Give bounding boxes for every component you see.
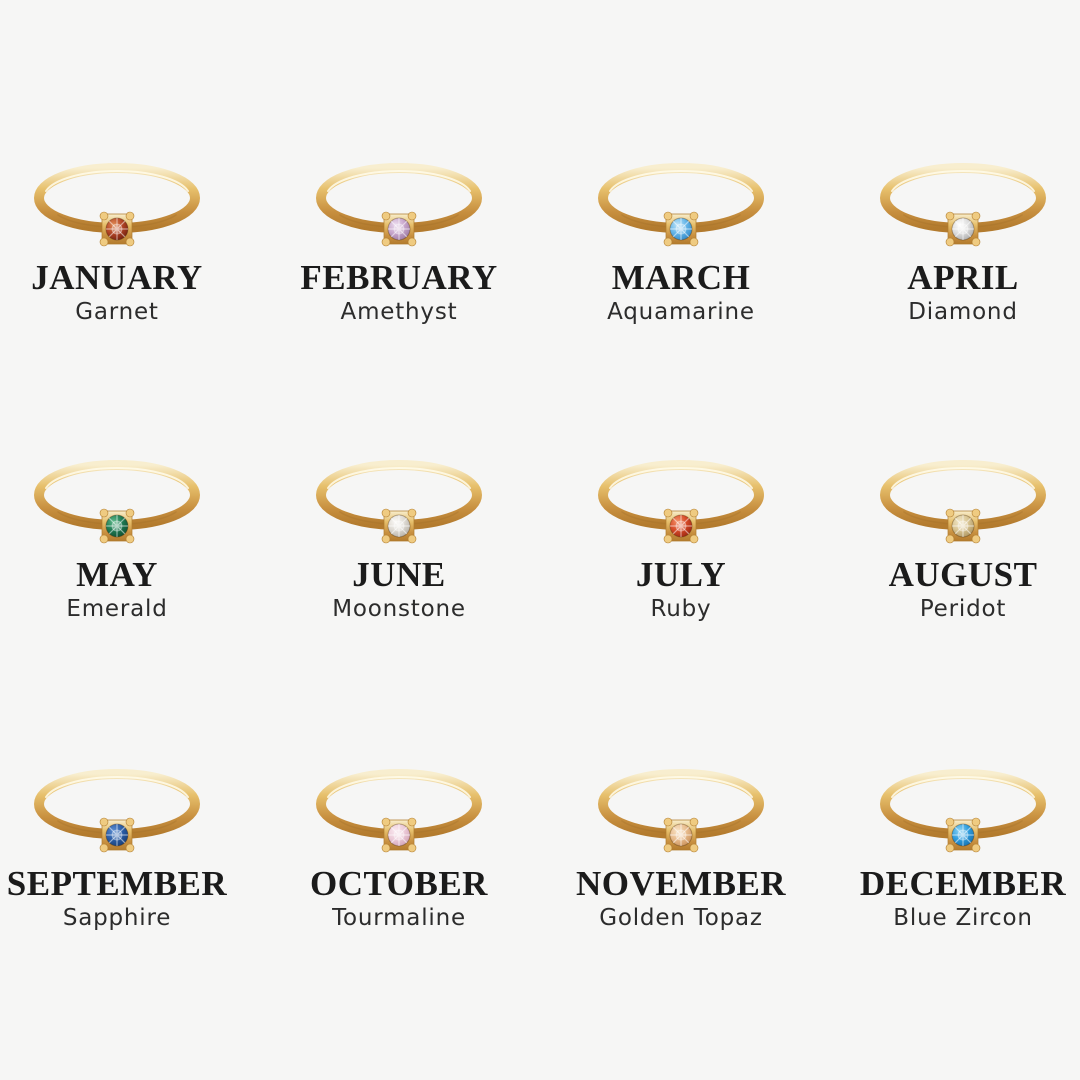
- stone-name-label: Emerald: [66, 596, 168, 622]
- month-label: SEPTEMBER: [6, 864, 228, 903]
- birthstone-item: [258, 159, 540, 456]
- gem-table: [676, 224, 686, 234]
- prong: [126, 844, 134, 852]
- birthstone-item: [0, 456, 258, 765]
- gem-table: [958, 521, 968, 531]
- prong: [972, 535, 980, 543]
- stone-name-label: Golden Topaz: [599, 905, 763, 931]
- gem-setting: [664, 509, 698, 543]
- ring-image: [586, 456, 776, 560]
- gem-setting: [946, 818, 980, 852]
- month-label: AUGUST: [888, 555, 1038, 594]
- prong: [690, 535, 698, 543]
- prong: [408, 509, 416, 517]
- prong: [126, 238, 134, 246]
- month-label: NOVEMBER: [575, 864, 787, 903]
- stone-name-label: Moonstone: [332, 596, 466, 622]
- prong: [382, 844, 390, 852]
- gem-setting: [382, 509, 416, 543]
- month-label: JANUARY: [31, 258, 203, 297]
- gem-setting: [664, 212, 698, 246]
- prong: [382, 509, 390, 517]
- gem-table: [958, 224, 968, 234]
- prong: [972, 238, 980, 246]
- month-label: APRIL: [907, 258, 1019, 297]
- prong: [664, 212, 672, 220]
- prong: [690, 509, 698, 517]
- stone-name-label: Aquamarine: [607, 299, 755, 325]
- prong: [664, 509, 672, 517]
- prong: [664, 238, 672, 246]
- prong: [126, 212, 134, 220]
- prong: [664, 844, 672, 852]
- prong: [408, 818, 416, 826]
- prong: [946, 844, 954, 852]
- prong: [972, 844, 980, 852]
- birthstone-item: [822, 159, 1080, 456]
- ring-image: [22, 159, 212, 263]
- month-label: MAY: [76, 555, 158, 594]
- gem-setting: [382, 212, 416, 246]
- ring-image: [868, 159, 1058, 263]
- prong: [382, 535, 390, 543]
- prong: [972, 818, 980, 826]
- ring-image: [868, 765, 1058, 869]
- ring-image: [586, 159, 776, 263]
- prong: [100, 509, 108, 517]
- birthstone-item: [258, 765, 540, 933]
- birthstone-item: [540, 456, 822, 765]
- prong: [690, 818, 698, 826]
- stone-name-label: Ruby: [650, 596, 712, 622]
- prong: [126, 509, 134, 517]
- stone-name-label: Diamond: [908, 299, 1018, 325]
- birthstone-item: [540, 159, 822, 456]
- gem-table: [676, 830, 686, 840]
- prong: [946, 238, 954, 246]
- gem-table: [394, 521, 404, 531]
- ring-image: [22, 765, 212, 869]
- birthstone-item: [0, 765, 258, 933]
- birthstone-item: [540, 765, 822, 933]
- prong: [100, 535, 108, 543]
- gem-table: [958, 830, 968, 840]
- month-label: JUNE: [352, 555, 446, 594]
- prong: [100, 818, 108, 826]
- ring-image: [868, 456, 1058, 560]
- stone-name-label: Sapphire: [62, 905, 172, 931]
- prong: [690, 844, 698, 852]
- prong: [126, 818, 134, 826]
- prong: [408, 212, 416, 220]
- prong: [382, 212, 390, 220]
- gem-table: [112, 521, 122, 531]
- prong: [946, 212, 954, 220]
- gem-table: [394, 224, 404, 234]
- ring-image: [304, 159, 494, 263]
- gem-setting: [946, 509, 980, 543]
- prong: [946, 535, 954, 543]
- prong: [690, 212, 698, 220]
- ring-image: [304, 765, 494, 869]
- prong: [408, 535, 416, 543]
- prong: [664, 535, 672, 543]
- month-label: MARCH: [611, 258, 751, 297]
- month-label: JULY: [635, 555, 727, 594]
- stone-name-label: Tourmaline: [332, 905, 466, 931]
- prong: [972, 509, 980, 517]
- prong: [408, 844, 416, 852]
- gem-setting: [100, 818, 134, 852]
- gem-table: [112, 224, 122, 234]
- gem-table: [112, 830, 122, 840]
- stone-name-label: Blue Zircon: [893, 905, 1033, 931]
- stone-name-label: Peridot: [919, 596, 1007, 622]
- prong: [664, 818, 672, 826]
- month-label: FEBRUARY: [300, 258, 498, 297]
- prong: [382, 238, 390, 246]
- prong: [972, 212, 980, 220]
- stone-name-label: Amethyst: [340, 299, 458, 325]
- gem-table: [676, 521, 686, 531]
- prong: [382, 818, 390, 826]
- birthstone-item: [822, 456, 1080, 765]
- prong: [946, 509, 954, 517]
- gem-setting: [664, 818, 698, 852]
- ring-image: [586, 765, 776, 869]
- gem-setting: [100, 212, 134, 246]
- prong: [100, 212, 108, 220]
- month-label: DECEMBER: [859, 864, 1067, 903]
- prong: [690, 238, 698, 246]
- prong: [408, 238, 416, 246]
- month-label: OCTOBER: [310, 864, 488, 903]
- gem-setting: [382, 818, 416, 852]
- birthstone-item: [258, 456, 540, 765]
- birthstone-item: [822, 765, 1080, 933]
- prong: [946, 818, 954, 826]
- birthstone-item: [0, 159, 258, 456]
- stone-name-label: Garnet: [75, 299, 159, 325]
- gem-table: [394, 830, 404, 840]
- prong: [100, 238, 108, 246]
- prong: [100, 844, 108, 852]
- prong: [126, 535, 134, 543]
- ring-image: [304, 456, 494, 560]
- gem-setting: [100, 509, 134, 543]
- gem-setting: [946, 212, 980, 246]
- ring-image: [22, 456, 212, 560]
